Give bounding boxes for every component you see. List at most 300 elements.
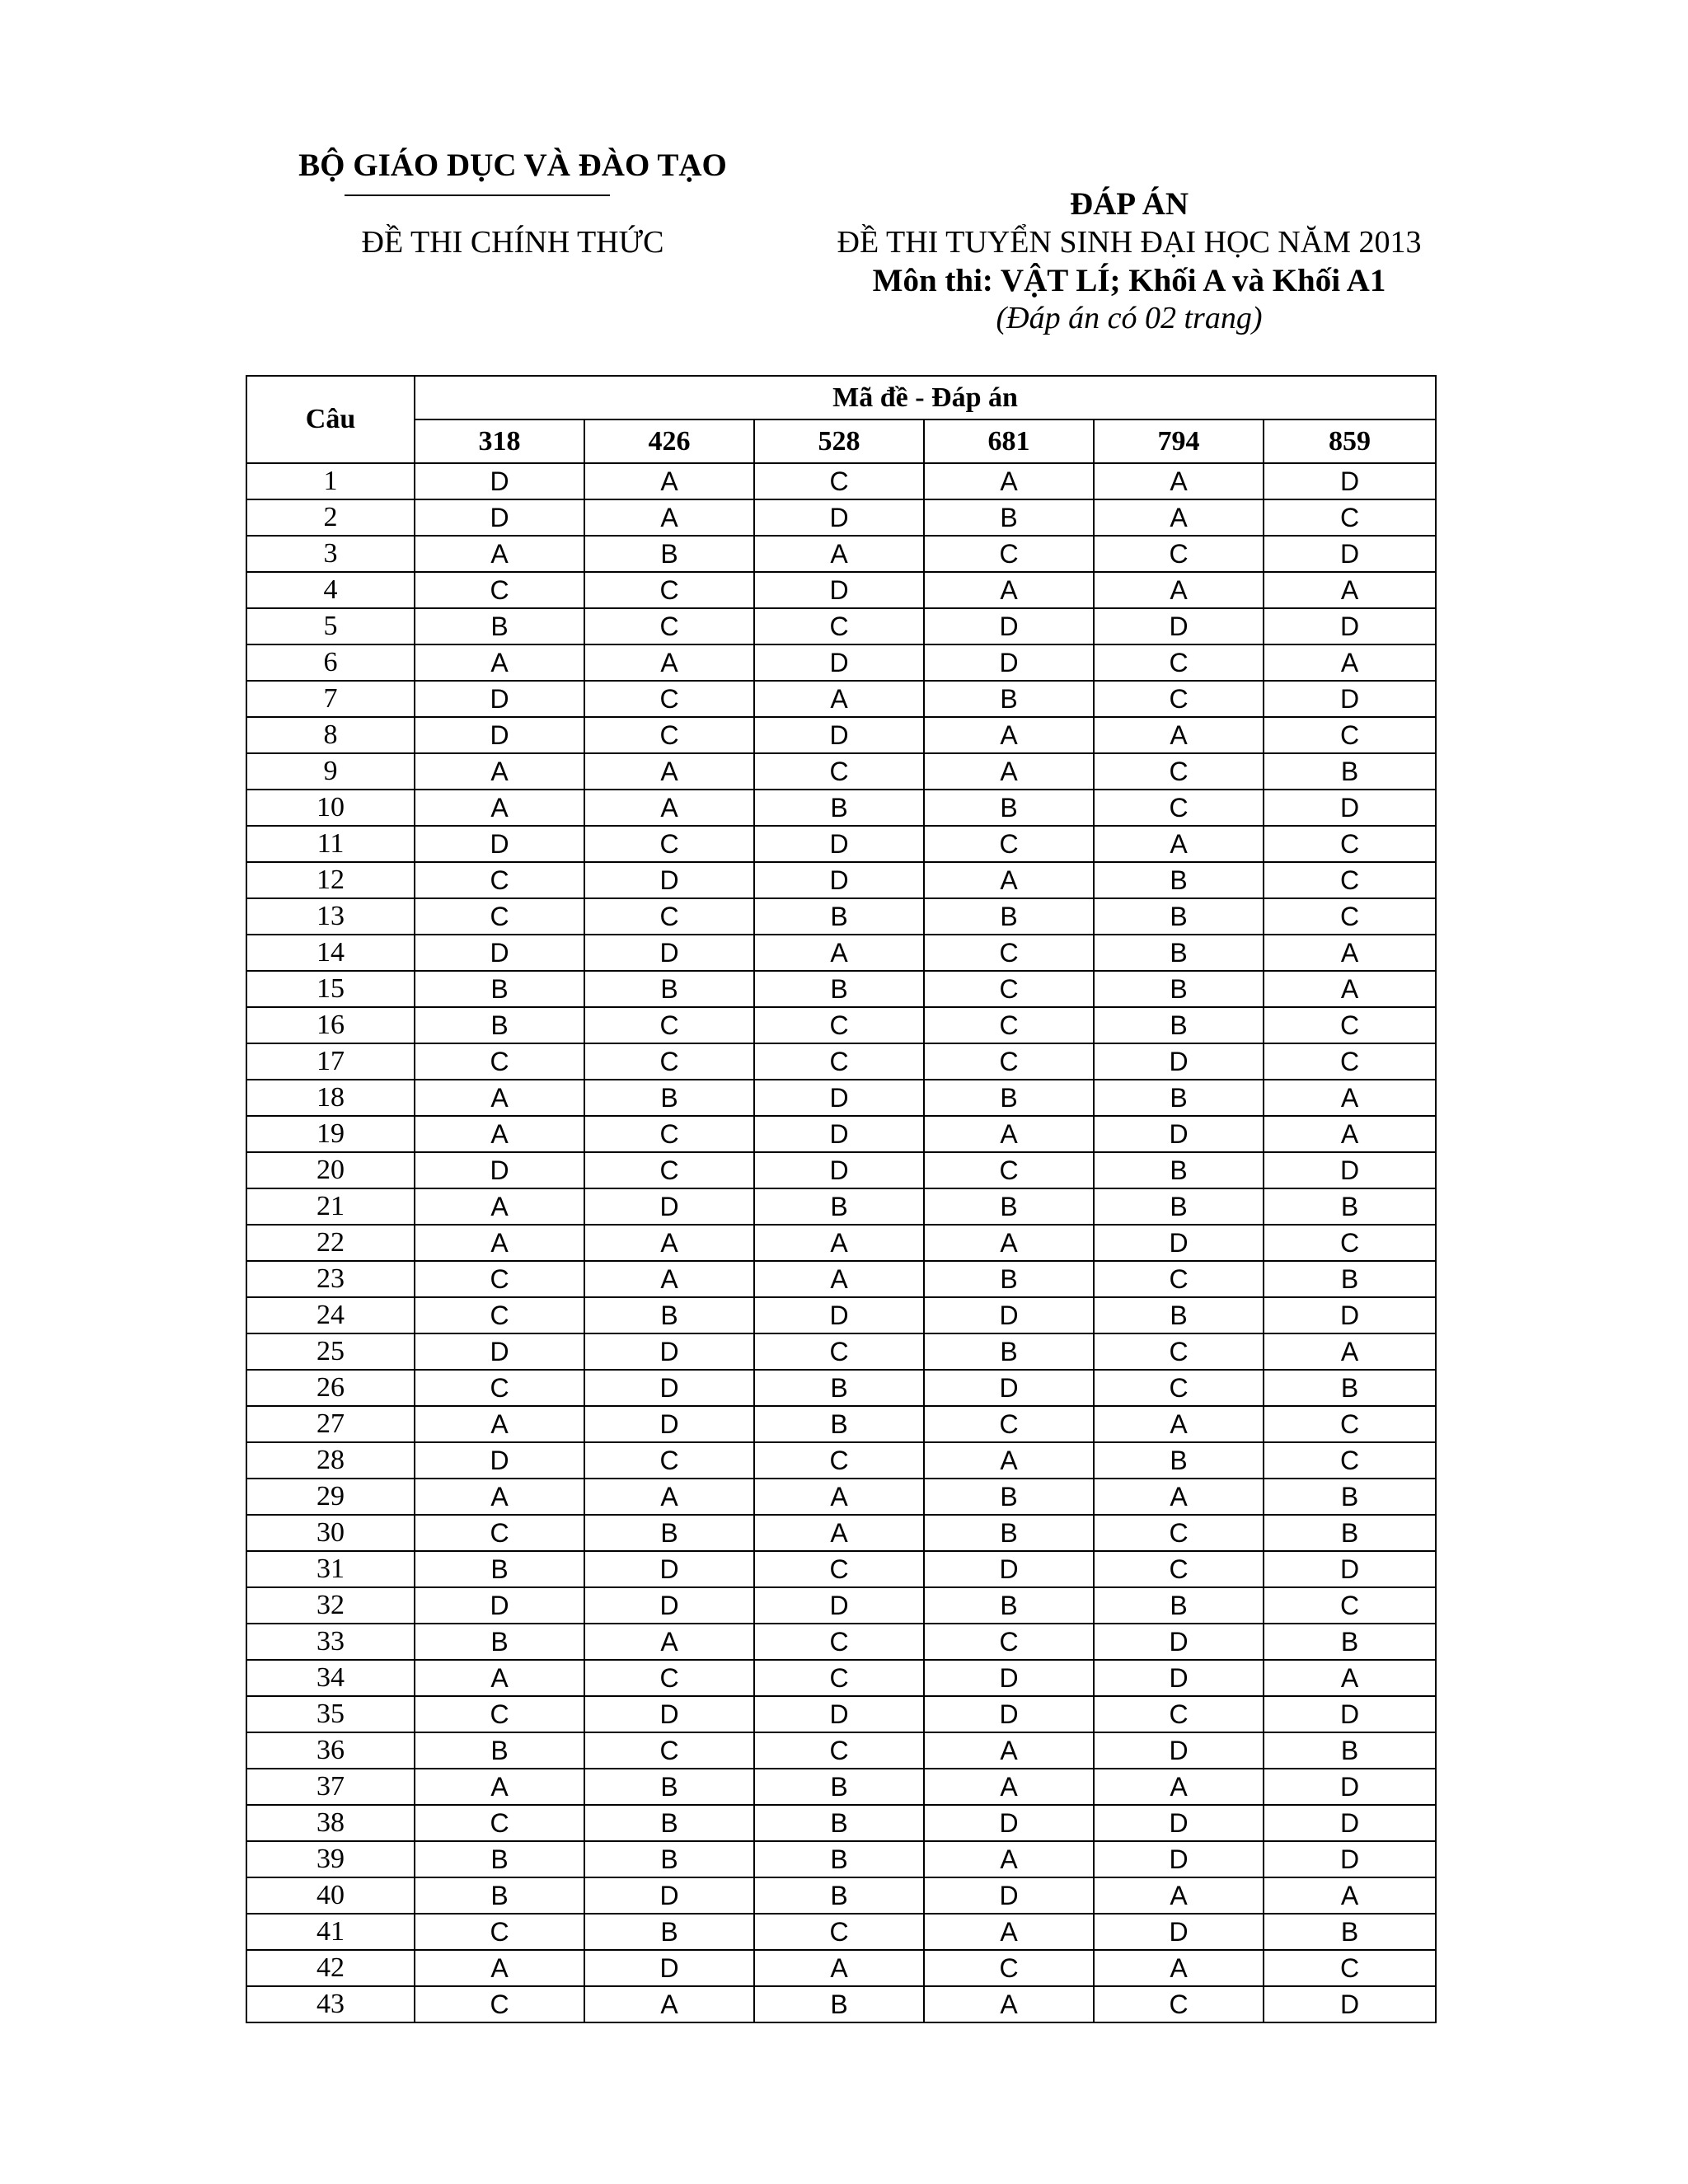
table-row (246, 826, 1436, 862)
answer-cell: D (584, 1587, 754, 1624)
answer-cell: C (1094, 1551, 1264, 1587)
answer-cell: A (415, 1660, 584, 1696)
answer-cell: C (754, 1007, 924, 1043)
answer-cell: D (924, 1551, 1094, 1587)
answer-cell: D (754, 862, 924, 898)
answer-cell: D (1264, 681, 1436, 717)
answer-cell: A (924, 717, 1094, 753)
question-number: 13 (246, 898, 415, 935)
answer-cell: D (1264, 1696, 1436, 1732)
exam-code-header: 426 (584, 419, 754, 463)
question-number: 31 (246, 1551, 415, 1587)
question-number: 34 (246, 1660, 415, 1696)
answer-cell: C (415, 1914, 584, 1950)
table-row (246, 1261, 1436, 1297)
answer-cell: A (1094, 1950, 1264, 1986)
answer-cell: C (415, 862, 584, 898)
answer-cell: C (754, 1442, 924, 1479)
answer-cell: A (924, 1769, 1094, 1805)
answer-cell: C (584, 608, 754, 644)
answer-cell: D (1264, 1805, 1436, 1841)
answer-cell: A (924, 1225, 1094, 1261)
answer-cell: C (1264, 717, 1436, 753)
answer-cell: B (1264, 1261, 1436, 1297)
answer-table (246, 375, 1437, 2023)
table-row (246, 1877, 1436, 1914)
answer-cell: C (415, 572, 584, 608)
answer-cell: D (415, 681, 584, 717)
answer-cell: A (1094, 463, 1264, 499)
answer-cell: B (1264, 1515, 1436, 1551)
answer-cell: D (1094, 1660, 1264, 1696)
answer-cell: D (924, 1660, 1094, 1696)
answer-cell: D (1094, 1914, 1264, 1950)
answer-cell: B (584, 1769, 754, 1805)
question-number: 37 (246, 1769, 415, 1805)
answer-cell: C (754, 608, 924, 644)
answer-cell: A (754, 1515, 924, 1551)
answer-cell: B (1094, 1442, 1264, 1479)
answer-cell: A (924, 862, 1094, 898)
answer-cell: C (1094, 1333, 1264, 1370)
answer-cell: A (415, 1188, 584, 1225)
answer-cell: C (584, 1007, 754, 1043)
answer-cell: B (754, 790, 924, 826)
answer-cell: D (1094, 1043, 1264, 1080)
question-number: 6 (246, 644, 415, 681)
answer-cell: B (1264, 1624, 1436, 1660)
answer-cell: A (584, 1479, 754, 1515)
answer-cell: A (754, 1950, 924, 1986)
question-number: 5 (246, 608, 415, 644)
answer-cell: A (754, 935, 924, 971)
question-number: 25 (246, 1333, 415, 1370)
answer-cell: A (924, 1986, 1094, 2022)
answer-cell: B (924, 1515, 1094, 1551)
answer-cell: B (1264, 753, 1436, 790)
table-row (246, 1406, 1436, 1442)
table-row (246, 935, 1436, 971)
answer-cell: B (584, 1914, 754, 1950)
answer-cell: A (584, 499, 754, 536)
question-number: 20 (246, 1152, 415, 1188)
answer-cell: B (415, 1007, 584, 1043)
answer-cell: A (1264, 971, 1436, 1007)
answer-cell: C (584, 681, 754, 717)
question-number: 38 (246, 1805, 415, 1841)
answer-cell: B (584, 1515, 754, 1551)
answer-cell: A (1094, 1406, 1264, 1442)
answer-cell: C (924, 536, 1094, 572)
answer-cell: C (924, 935, 1094, 971)
answer-cell: D (924, 644, 1094, 681)
answer-cell: C (584, 572, 754, 608)
table-row (246, 1732, 1436, 1769)
table-row (246, 1043, 1436, 1080)
answer-cell: B (924, 1188, 1094, 1225)
answer-cell: A (1264, 1333, 1436, 1370)
answer-cell: C (415, 1297, 584, 1333)
answer-cell: C (1094, 790, 1264, 826)
question-number: 24 (246, 1297, 415, 1333)
answer-cell: C (415, 1370, 584, 1406)
answer-cell: A (924, 1732, 1094, 1769)
answer-cell: D (584, 1406, 754, 1442)
exam-code-header: 528 (754, 419, 924, 463)
answer-cell: A (415, 1116, 584, 1152)
question-number: 40 (246, 1877, 415, 1914)
answer-cell: A (1264, 644, 1436, 681)
answer-cell: A (924, 572, 1094, 608)
answer-cell: D (754, 717, 924, 753)
answer-cell: C (584, 826, 754, 862)
table-row (246, 1370, 1436, 1406)
table-row (246, 1660, 1436, 1696)
question-number: 14 (246, 935, 415, 971)
question-number: 30 (246, 1515, 415, 1551)
answer-cell: A (415, 1080, 584, 1116)
answer-cell: B (754, 1805, 924, 1841)
answer-cell: A (1264, 572, 1436, 608)
answer-cell: C (754, 1660, 924, 1696)
answer-cell: A (1264, 1660, 1436, 1696)
answer-cell: B (1264, 1914, 1436, 1950)
answer-cell: B (924, 1333, 1094, 1370)
answer-cell: C (584, 1442, 754, 1479)
question-number: 33 (246, 1624, 415, 1660)
question-number: 41 (246, 1914, 415, 1950)
answer-cell: C (924, 1624, 1094, 1660)
answer-cell: A (924, 1442, 1094, 1479)
table-row (246, 1841, 1436, 1877)
answer-cell: C (415, 898, 584, 935)
question-number: 16 (246, 1007, 415, 1043)
answer-cell: B (1094, 1080, 1264, 1116)
question-number: 11 (246, 826, 415, 862)
question-number: 8 (246, 717, 415, 753)
answer-cell: B (754, 1370, 924, 1406)
answer-cell: D (1094, 1841, 1264, 1877)
table-row (246, 971, 1436, 1007)
official-exam-label: ĐỀ THI CHÍNH THỨC (361, 225, 664, 260)
answer-cell: B (1264, 1188, 1436, 1225)
answer-cell: D (754, 572, 924, 608)
answer-cell: B (584, 1080, 754, 1116)
answer-cell: C (754, 1551, 924, 1587)
table-row (246, 681, 1436, 717)
answer-cell: C (754, 1333, 924, 1370)
table-row (246, 1696, 1436, 1732)
answer-cell: B (584, 1841, 754, 1877)
question-number: 19 (246, 1116, 415, 1152)
answer-cell: B (415, 608, 584, 644)
answer-cell: D (924, 608, 1094, 644)
answer-cell: A (415, 1769, 584, 1805)
answer-cell: A (584, 753, 754, 790)
answer-cell: B (754, 1986, 924, 2022)
table-row (246, 1225, 1436, 1261)
answer-cell: B (1264, 1479, 1436, 1515)
answer-cell: D (1094, 1732, 1264, 1769)
answer-cell: C (1264, 499, 1436, 536)
answer-cell: C (1094, 644, 1264, 681)
ministry-underline (345, 194, 610, 196)
answer-cell: A (1264, 1877, 1436, 1914)
answer-cell: C (1094, 1261, 1264, 1297)
answer-cell: D (1264, 1152, 1436, 1188)
question-number: 22 (246, 1225, 415, 1261)
answer-cell: C (924, 1950, 1094, 1986)
answer-cell: B (415, 1877, 584, 1914)
answer-cell: B (1094, 1297, 1264, 1333)
answer-cell: B (754, 1877, 924, 1914)
table-row (246, 536, 1436, 572)
table-row (246, 898, 1436, 935)
answer-cell: B (1094, 935, 1264, 971)
answer-cell: C (584, 898, 754, 935)
answer-cell: D (584, 862, 754, 898)
question-number: 1 (246, 463, 415, 499)
answer-cell: A (1094, 826, 1264, 862)
answer-cell: B (924, 1587, 1094, 1624)
answer-cell: D (924, 1370, 1094, 1406)
table-row (246, 1442, 1436, 1479)
answer-cell: B (415, 971, 584, 1007)
answer-cell: D (415, 717, 584, 753)
answer-cell: B (1264, 1732, 1436, 1769)
answer-cell: B (924, 898, 1094, 935)
table-row (246, 1297, 1436, 1333)
answer-cell: B (1094, 1188, 1264, 1225)
answer-cell: D (415, 1152, 584, 1188)
table-row (246, 1769, 1436, 1805)
answer-cell: C (1094, 1515, 1264, 1551)
answer-cell: D (584, 1696, 754, 1732)
answer-cell: A (415, 1950, 584, 1986)
answer-cell: C (1094, 536, 1264, 572)
answer-cell: D (1264, 463, 1436, 499)
answer-cell: C (1264, 1225, 1436, 1261)
answer-cell: A (924, 1116, 1094, 1152)
answer-cell: D (924, 1805, 1094, 1841)
answer-rows (246, 463, 1436, 2022)
answer-cell: C (1264, 862, 1436, 898)
answer-cell: C (415, 1261, 584, 1297)
answer-cell: B (584, 1805, 754, 1841)
answer-cell: C (1094, 1696, 1264, 1732)
answer-cell: C (415, 1043, 584, 1080)
answer-cell: D (1094, 1116, 1264, 1152)
question-number: 26 (246, 1370, 415, 1406)
answer-cell: C (415, 1805, 584, 1841)
question-number: 12 (246, 862, 415, 898)
exam-code-group-header: Mã đề - Đáp án (415, 376, 1436, 419)
answer-cell: C (415, 1515, 584, 1551)
answer-cell: D (754, 1587, 924, 1624)
question-number: 29 (246, 1479, 415, 1515)
question-number: 27 (246, 1406, 415, 1442)
question-column-header: Câu (246, 376, 415, 463)
table-row (246, 463, 1436, 499)
answer-cell: B (584, 971, 754, 1007)
answer-cell: D (924, 1877, 1094, 1914)
table-row (246, 1152, 1436, 1188)
answer-cell: A (584, 1986, 754, 2022)
answer-cell: A (415, 1479, 584, 1515)
table-row (246, 790, 1436, 826)
answer-cell: C (584, 1152, 754, 1188)
answer-cell: C (1264, 1442, 1436, 1479)
answer-cell: C (754, 753, 924, 790)
table-row (246, 1116, 1436, 1152)
exam-code-header: 681 (924, 419, 1094, 463)
answer-cell: C (1264, 1406, 1436, 1442)
answer-cell: C (924, 1007, 1094, 1043)
answer-cell: A (1094, 499, 1264, 536)
table-row (246, 1551, 1436, 1587)
answer-cell: B (924, 1479, 1094, 1515)
answer-cell: D (1264, 1297, 1436, 1333)
answer-cell: B (1094, 1007, 1264, 1043)
answer-cell: D (1264, 536, 1436, 572)
answer-cell: D (1094, 1225, 1264, 1261)
table-row (246, 1950, 1436, 1986)
answer-cell: D (1094, 1805, 1264, 1841)
answer-cell: C (754, 1914, 924, 1950)
answer-cell: A (1094, 717, 1264, 753)
answer-cell: D (754, 1297, 924, 1333)
answer-cell: B (584, 536, 754, 572)
answer-cell: A (1264, 1116, 1436, 1152)
answer-cell: A (584, 1261, 754, 1297)
answer-cell: D (415, 935, 584, 971)
answer-cell: C (584, 717, 754, 753)
answer-cell: A (415, 1406, 584, 1442)
answer-cell: A (584, 463, 754, 499)
answer-cell: D (584, 935, 754, 971)
answer-cell: D (754, 644, 924, 681)
question-number: 15 (246, 971, 415, 1007)
answer-cell: C (415, 1986, 584, 2022)
answer-cell: D (584, 1877, 754, 1914)
answer-cell: C (1094, 753, 1264, 790)
answer-cell: C (1094, 1986, 1264, 2022)
answer-cell: B (754, 898, 924, 935)
answer-cell: B (1094, 1587, 1264, 1624)
answer-cell: D (415, 1587, 584, 1624)
answer-cell: C (1264, 898, 1436, 935)
answer-cell: D (754, 826, 924, 862)
answer-cell: B (1264, 1370, 1436, 1406)
answer-cell: B (1094, 971, 1264, 1007)
answer-cell: D (924, 1696, 1094, 1732)
answer-cell: C (924, 1406, 1094, 1442)
answer-cell: C (584, 1732, 754, 1769)
answer-cell: C (754, 1732, 924, 1769)
answer-cell: D (754, 1080, 924, 1116)
answer-cell: D (1264, 1551, 1436, 1587)
table-row (246, 862, 1436, 898)
answer-cell: C (924, 1152, 1094, 1188)
answer-cell: A (584, 1624, 754, 1660)
question-number: 17 (246, 1043, 415, 1080)
answer-cell: C (924, 1043, 1094, 1080)
exam-title: ĐỀ THI TUYỂN SINH ĐẠI HỌC NĂM 2013 (837, 225, 1422, 260)
answer-cell: B (924, 681, 1094, 717)
exam-code-header: 794 (1094, 419, 1264, 463)
answer-cell: B (754, 1769, 924, 1805)
answer-cell: A (754, 1261, 924, 1297)
answer-cell: D (584, 1551, 754, 1587)
answer-cell: B (754, 1188, 924, 1225)
answer-cell: D (1264, 1769, 1436, 1805)
table-row (246, 1080, 1436, 1116)
answer-cell: A (924, 753, 1094, 790)
question-number: 23 (246, 1261, 415, 1297)
answer-cell: A (924, 1841, 1094, 1877)
answer-cell: A (924, 1914, 1094, 1950)
answer-cell: A (415, 644, 584, 681)
answer-cell: B (754, 1406, 924, 1442)
table-row (246, 1515, 1436, 1551)
answer-cell: B (415, 1732, 584, 1769)
table-row (246, 499, 1436, 536)
answer-cell: D (415, 826, 584, 862)
table-row (246, 1624, 1436, 1660)
answer-cell: A (1264, 935, 1436, 971)
answer-cell: C (1094, 681, 1264, 717)
answer-cell: C (1264, 1043, 1436, 1080)
answer-cell: A (415, 790, 584, 826)
answer-cell: A (1264, 1080, 1436, 1116)
answer-cell: C (415, 1696, 584, 1732)
answer-cell: B (924, 790, 1094, 826)
answer-cell: B (1094, 862, 1264, 898)
answer-cell: B (924, 1080, 1094, 1116)
answer-cell: A (584, 644, 754, 681)
answer-cell: D (754, 1152, 924, 1188)
answer-cell: D (584, 1950, 754, 1986)
answer-cell: B (924, 1261, 1094, 1297)
exam-codes-row (246, 419, 1436, 463)
question-number: 10 (246, 790, 415, 826)
answer-cell: B (415, 1841, 584, 1877)
answer-cell: D (1264, 1841, 1436, 1877)
answer-cell: D (754, 499, 924, 536)
answer-cell: C (924, 826, 1094, 862)
answer-cell: A (584, 1225, 754, 1261)
answer-cell: A (754, 681, 924, 717)
answer-cell: D (1264, 790, 1436, 826)
answer-cell: C (584, 1116, 754, 1152)
answer-cell: A (415, 1225, 584, 1261)
answer-cell: A (1094, 572, 1264, 608)
question-number: 35 (246, 1696, 415, 1732)
question-number: 3 (246, 536, 415, 572)
answer-cell: D (1264, 1986, 1436, 2022)
answer-cell: A (1094, 1877, 1264, 1914)
answer-cell: D (754, 1696, 924, 1732)
table-row (246, 572, 1436, 608)
answer-cell: D (415, 1333, 584, 1370)
answer-cell: A (415, 753, 584, 790)
subject-line: Môn thi: VẬT LÍ; Khối A và Khối A1 (872, 263, 1386, 298)
table-row (246, 1587, 1436, 1624)
question-number: 36 (246, 1732, 415, 1769)
answer-cell: A (584, 790, 754, 826)
answer-cell: D (1264, 608, 1436, 644)
answer-cell: C (754, 1043, 924, 1080)
